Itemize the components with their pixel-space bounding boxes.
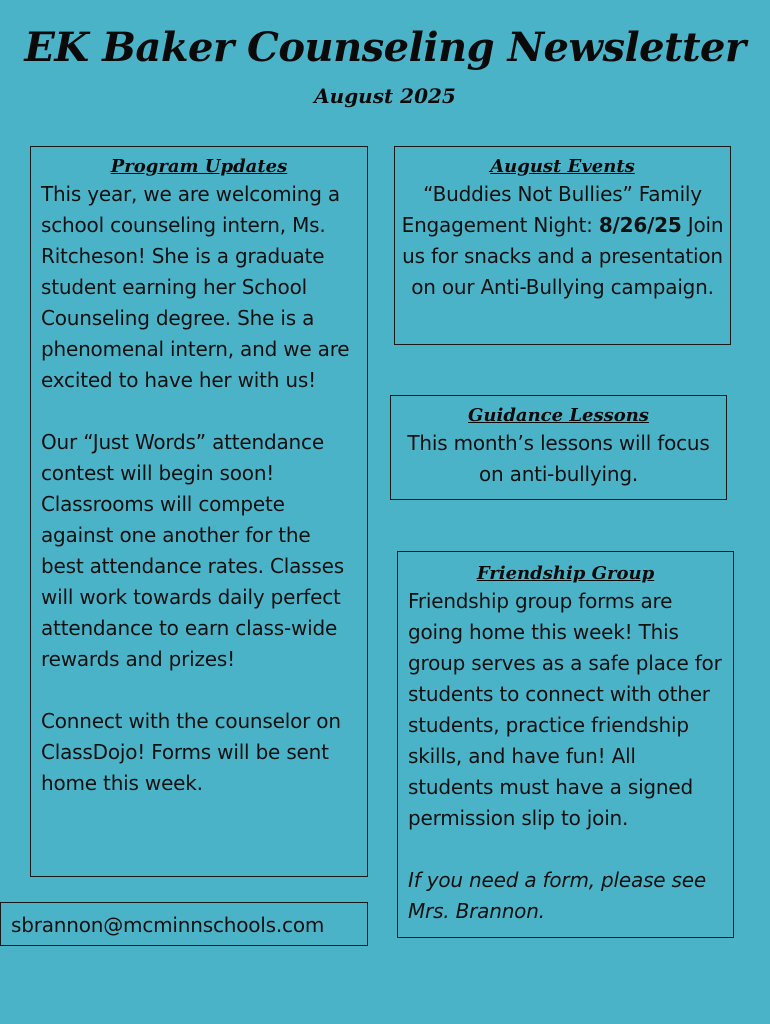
friendship-group-text: Friendship group forms are going home this week! This group serves as a safe place for students to connect with other students, practice friendship skills, and have fun! All students must have a signed permission slip to join. — [408, 589, 722, 830]
program-updates-paragraph: This year, we are welcoming a school counseling intern, Ms. Ritcheson! She is a graduate student earning her School Counseling degree. She is a phenomenal intern, and we are excited to have her with us! — [41, 182, 350, 392]
program-updates-paragraph: Connect with the counselor on ClassDojo! Forms will be sent home this week. — [41, 709, 341, 795]
newsletter-title: EK Baker Counseling Newsletter — [24, 24, 746, 71]
guidance-lessons-box — [390, 395, 727, 500]
newsletter-date: August 2025 — [314, 84, 456, 108]
august-events-heading: August Events — [490, 156, 635, 177]
friendship-group-heading: Friendship Group — [476, 563, 655, 584]
friendship-group-body — [408, 586, 723, 927]
program-updates-heading: Program Updates — [110, 156, 288, 177]
friendship-group-box — [397, 551, 734, 938]
event-details: Join us for snacks and a presentation on our Anti-Bullying campaign. — [402, 213, 724, 299]
august-events-box — [394, 146, 731, 345]
guidance-lessons-text: This month’s lessons will focus on anti-bullying. — [407, 431, 710, 486]
friendship-group-note: If you need a form, please see Mrs. Brannon. — [408, 868, 706, 923]
event-date: 8/26/25 — [598, 213, 682, 237]
august-events-body — [401, 179, 724, 303]
contact-email-box — [0, 902, 368, 946]
event-title: “Buddies Not Bullies” Family Engagement Night: — [401, 182, 702, 237]
program-updates-paragraph: Our “Just Words” attendance contest will begin soon! Classrooms will compete against one another for the best attendance rates. Classes will work towards daily perfect attendance to earn class-wide rewards and prizes! — [41, 430, 344, 671]
guidance-lessons-heading: Guidance Lessons — [468, 405, 649, 426]
program-updates-box — [30, 146, 368, 877]
contact-email[interactable]: sbrannon@mcminnschools.com — [11, 913, 325, 937]
program-updates-body — [41, 179, 357, 799]
